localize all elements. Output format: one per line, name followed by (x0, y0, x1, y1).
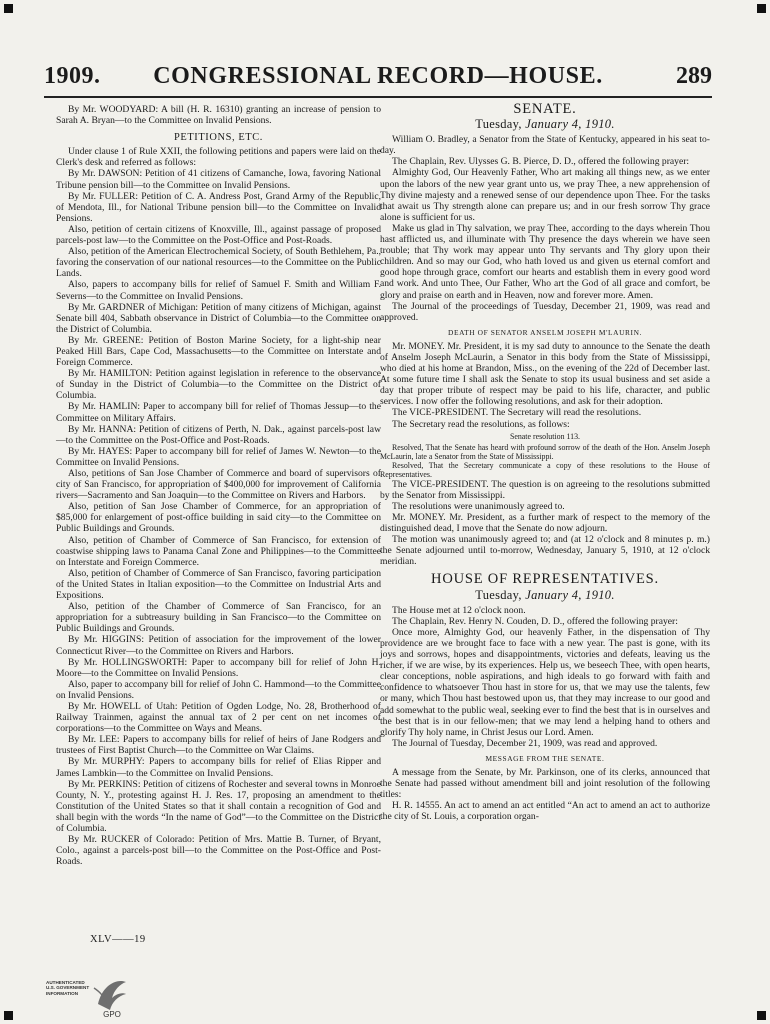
petition-paragraph: By Mr. LEE: Papers to accompany bills for relief of heirs of Jane Rodgers and trustees of First Baptist Church—to the Committee on War Claims. (56, 734, 381, 757)
senate-paragraph: The Chaplain, Rev. Ulysses G. B. Pierce, D. D., offered the following prayer: (392, 156, 690, 168)
house-paragraph: H. R. 14555. An act to amend an act entitled “An act to amend an act to authorize the city of St. Louis, a corporation organ- (380, 800, 710, 823)
petition-paragraph: By Mr. HOLLINGSWORTH: Paper to accompany bill for relief of John H. Moore—to the Committee on Invalid Pensions. (56, 656, 381, 679)
petition-paragraph: Also, petition of Chamber of Commerce of San Francisco, for extension of coastwise shipping laws to Panama Canal Zone and Philippines—to the Committee on Interstate and Foreign Commerce. (56, 534, 381, 568)
petition-paragraph: By Mr. DAWSON: Petition of 41 citizens of Camanche, Iowa, favoring National Tribune pension bill—to the Committee on Invalid Pensions. (56, 168, 381, 191)
masthead-title: CONGRESSIONAL RECORD—HOUSE. (153, 63, 603, 89)
gpo-text-line: AUTHENTICATED (46, 980, 85, 985)
petition-paragraph: By Mr. RUCKER of Colorado: Petition of Mrs. Mattie B. Turner, of Bryant, Colo., against a parcels-post bill—to the Committee on the Post-Office and Post-Roads. (56, 834, 381, 868)
senate-paragraph: The Secretary read the resolutions, as follows: (392, 418, 570, 430)
house-paragraph: A message from the Senate, by Mr. Parkinson, one of its clerks, announced that the Senate had passed without amendment bill and joint resolution of the following titles: (380, 766, 710, 801)
senate-paragraph: The motion was unanimously agreed to; and (at 12 o'clock and 8 minutes p. m.) the Senate adjourned until to-morrow, Wednesday, January 5, 1910, at 12 o'clock meridian. (380, 534, 710, 568)
senate-date: January 4, 1910. (525, 117, 615, 132)
house-date: January 4, 1910. (525, 587, 615, 602)
petition-paragraph: By Mr. HOWELL of Utah: Petition of Ogden Lodge, No. 28, Brotherhood of Railway Trainmen, against the annual tax of 2 per cent on net incomes of corporations—to the Committee on Ways and Means. (56, 700, 381, 735)
scan-corner-mark (757, 4, 766, 13)
bill-entry: By Mr. WOODYARD: A bill (H. R. 16310) granting an increase of pension to Sarah A. Bryan—to the Committee on Invalid Pensions. (56, 104, 381, 127)
senate-date-line (380, 119, 710, 130)
house-paragraph: The House met at 12 o'clock noon. (392, 604, 526, 616)
message-heading: MESSAGE FROM THE SENATE. (485, 753, 605, 763)
signature-mark: XLV——19 (90, 934, 146, 945)
petition-paragraph: Also, petition of Chamber of Commerce of San Francisco, favoring participation of the United States in Italian exposition—to the Committee on Industrial Arts and Expositions. (56, 567, 381, 602)
house-paragraph: The Chaplain, Rev. Henry N. Couden, D. D., offered the following prayer: (392, 615, 678, 627)
petition-paragraph: Also, petition of the American Electrochemical Society, of South Bethlehem, Pa., favoring the conservation of our national resources—to the Committee on the Public Lands. (56, 246, 381, 280)
prayer-paragraph: Make us glad in Thy salvation, we pray Thee, according to the days wherein Thou hast afflicted us, and illuminate with Thy presence the days wherein we have seen trouble; that Thy work may appear unto Thy servants and Thy glory upon their children. And so may our God, who hath loved us and given us eternal comfort and good hope through grace, comfort our hearts and establish them in every good word and work. And unto Thee, Our Father, Who art the God of all grace and comfort, be glory and praise on earth and in Heaven, now and forever more. Amen. (380, 222, 710, 301)
senate-paragraph: The VICE-PRESIDENT. The Secretary will read the resolutions. (392, 407, 642, 419)
resolution-text: Resolved, That the Senate has heard with profound sorrow of the death of the Hon. Anselm Joseph McLaurin, late a Senator from the State of Mississippi. (380, 442, 710, 461)
prayer-paragraph: Almighty God, Our Heavenly Father, Who art making all things new, as we enter upon the labors of the new year grant unto us, we pray Thee, a new apprehension of Thy divine majesty and a renewed sense of our dependence upon Thee. For the tasks that await us Thy strength alone can prepare us; and in our fresh sorrow Thy grace alone is sufficient for us. (380, 167, 710, 223)
petition-paragraph: Also, papers to accompany bills for relief of Samuel F. Smith and William F. Severns—to the Committee on Invalid Pensions. (56, 279, 381, 302)
petition-paragraph: Also, petition of certain citizens of Knoxville, Ill., against passage of proposed parcels-post law—to the Committee on the Post-Office and Post-Roads. (56, 223, 381, 247)
petition-paragraph: Also, paper to accompany bill for relief of John C. Hammond—to the Committee on Invalid Pensions. (56, 678, 381, 701)
house-day: Tuesday, (475, 587, 522, 602)
senate-day: Tuesday, (475, 117, 522, 132)
masthead-year: 1909. (44, 63, 101, 89)
petition-paragraph: Also, petitions of San Jose Chamber of Commerce and board of supervisors of city of San Francisco, for appropriation of $400,000 for improvement of California rivers—Sacramento and San Joaquin—to the Committee on Rivers and Harbors. (56, 468, 381, 502)
petition-paragraph: Under clause 1 of Rule XXII, the following petitions and papers were laid on the Clerk's desk and referred as follows: (56, 146, 381, 169)
right-column (380, 101, 710, 823)
senate-heading: SENATE. (513, 101, 577, 117)
scan-corner-mark (4, 1011, 13, 1020)
petition-paragraph: By Mr. HIGGINS: Petition of association for the improvement of the lower Connecticut River—to the Committee on Rivers and Harbors. (56, 634, 381, 657)
gpo-text-line: INFORMATION (46, 990, 79, 996)
senate-paragraph: The resolutions were unanimously agreed to. (392, 500, 565, 512)
gpo-text-line: U.S. GOVERNMENT (46, 985, 90, 991)
gpo-label: GPO (103, 1010, 121, 1018)
petition-paragraph: By Mr. MURPHY: Papers to accompany bills for relief of Elias Ripper and James Lambkin—to the Committee on Invalid Pensions. (56, 756, 381, 779)
petition-paragraph: By Mr. HAMILTON: Petition against legislation in reference to the observance of Sunday in the District of Columbia—to the Committee on the District of Columbia. (56, 368, 381, 402)
petition-paragraph: By Mr. PERKINS: Petition of citizens of Rochester and several towns in Monroe County, N. Y., protesting against H. J. Res. 17, proposing an amendment to the Constitution of the United States so that it shall contain a recognition of God and shall begin with the words “In the name of God”—to the Committee on the District of Columbia. (56, 778, 381, 834)
death-heading: DEATH OF SENATOR ANSELM JOSEPH M'LAURIN. (448, 327, 642, 337)
gpo-eagle-icon (92, 974, 132, 1018)
scan-corner-mark (757, 1011, 766, 1020)
senate-paragraph: William O. Bradley, a Senator from the State of Kentucky, appeared in his seat to-day. (380, 134, 710, 157)
petitions-heading: PETITIONS, ETC. (174, 132, 263, 144)
resolution-text: Resolved, That the Secretary communicate a copy of these resolutions to the House of Representatives. (380, 460, 710, 479)
house-heading: HOUSE OF REPRESENTATIVES. (431, 571, 659, 588)
gpo-authentication-logo (46, 974, 132, 1018)
gpo-authentication-text (46, 980, 94, 996)
resolution-title: Senate resolution 113. (509, 431, 581, 441)
masthead (44, 60, 712, 98)
masthead-page-number: 289 (676, 63, 712, 89)
petition-paragraph: By Mr. GARDNER of Michigan: Petition of many citizens of Michigan, against Senate bill 404, Sabbath observance in District of Columbia—to the Committee on the District of Columbia. (56, 301, 381, 335)
prayer-paragraph: Once more, Almighty God, our heavenly Father, in the dispensation of Thy providence are we brought face to face with a new year. The past is gone, with its joys and sorrows, hopes and disappointments, victories and defeats, leaving us the richer, if we are wise, by its experiences. Help us, we beseech Thee, with open hearts, clear conceptions, noble aspirations, and high ideals to go forward with faith and confidence to whatsoever Thou hast in store for us, that we may use the talents, few or many, which Thou hast bestowed upon us, that they may increase to our good and add somewhat to the public weal, seeking ever to find the best that is in ourselves and the best that is in our fellow-men; that we may lend a helping hand to others and glorify Thy holy name, in Christ Jesus our Lord. Amen. (380, 626, 710, 738)
petition-paragraph: By Mr. HAMLIN: Paper to accompany bill for relief of Thomas Jessup—to the Committee on Military Affairs. (56, 401, 381, 424)
senate-paragraph: Mr. MONEY. Mr. President, it is my sad duty to announce to the Senate the death of Anselm Joseph McLaurin, a Senator in this body from the State of Mississippi, who died at his home at Brandon, Miss., on the evening of the 22d of December last. At some future time I shall ask the Senate to stop its usual business and set aside a day that proper tribute of respect may be paid to his life, character, and public services. I now offer the following resolutions, and ask for their adoption. (380, 340, 710, 408)
left-column (56, 104, 381, 867)
petition-paragraph: By Mr. HAYES: Paper to accompany bill for relief of James W. Newton—to the Committee on Invalid Pensions. (56, 445, 381, 468)
petition-paragraph: Also, petition of the Chamber of Commerce of San Francisco, for an appropriation for a subtreasury building in San Francisco—to the Committee on Public Buildings and Grounds. (56, 601, 381, 635)
petition-paragraph: By Mr. HANNA: Petition of citizens of Perth, N. Dak., against parcels-post law—to the Committee on the Post-Office and Post-Roads. (56, 423, 381, 446)
petition-paragraph: Also, petition of San Jose Chamber of Commerce, for an appropriation of $85,000 for enlargement of post-office building in said city—to the Committee on Public Buildings and Grounds. (56, 501, 381, 535)
petition-paragraph: By Mr. GREENE: Petition of Boston Marine Society, for a light-ship near Peaked Hill Bars, Cape Cod, Massachusetts—to the Committee on Interstate and Foreign Commerce. (56, 334, 381, 369)
senate-paragraph: The Journal of the proceedings of Tuesday, December 21, 1909, was read and approved. (380, 300, 710, 323)
house-date-line (380, 587, 710, 602)
senate-paragraph: The VICE-PRESIDENT. The question is on agreeing to the resolutions submitted by the Senator from Mississippi. (380, 478, 710, 501)
petition-paragraph: By Mr. FULLER: Petition of C. A. Andress Post, Grand Army of the Republic, of Mendota, Ill., for National Tribune pension bill—to the Committee on Invalid Pensions. (56, 190, 381, 224)
scan-corner-mark (4, 4, 13, 13)
house-paragraph: The Journal of Tuesday, December 21, 1909, was read and approved. (392, 737, 658, 749)
senate-paragraph: Mr. MONEY. Mr. President, as a further mark of respect to the memory of the distinguished dead, I move that the Senate do now adjourn. (380, 512, 710, 535)
